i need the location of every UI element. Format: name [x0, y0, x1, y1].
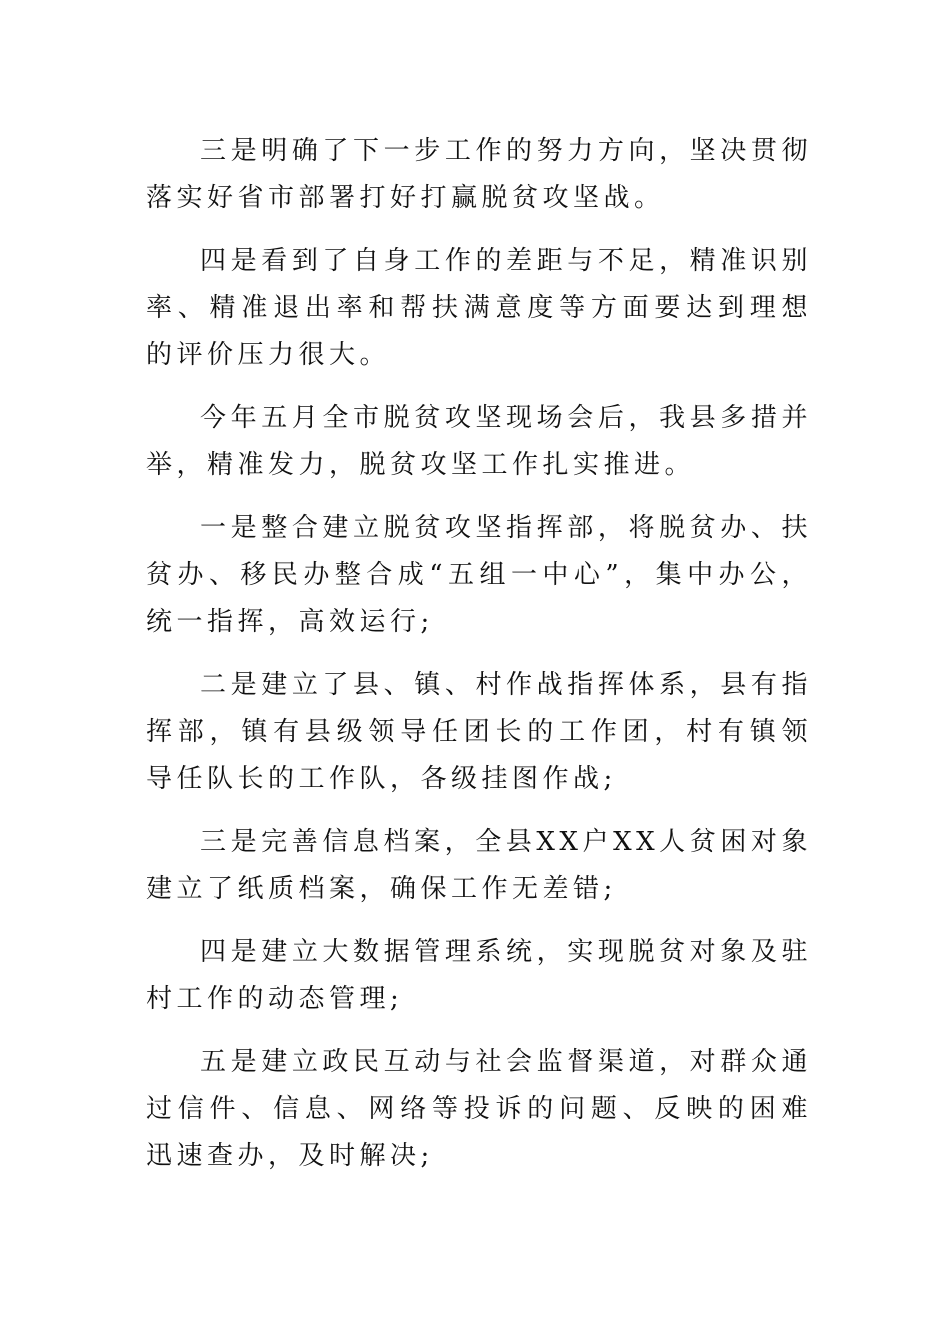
paragraph-8: 五是建立政民互动与社会监督渠道，对群众通过信件、信息、网络等投诉的问题、反映的困难迅速查办，及时解决; — [146, 1047, 812, 1171]
document-body — [146, 128, 812, 1196]
paragraph-6: 三是完善信息档案，全县XX户XX人贫困对象建立了纸质档案，确保工作无差错; — [146, 827, 812, 904]
paragraph-5: 二是建立了县、镇、村作战指挥体系，县有指挥部，镇有县级领导任团长的工作团，村有镇领导任队长的工作队，各级挂图作战; — [146, 670, 812, 794]
paragraph-1: 三是明确了下一步工作的努力方向，坚决贯彻落实好省市部署打好打赢脱贫攻坚战。 — [146, 136, 812, 213]
paragraph-3: 今年五月全市脱贫攻坚现场会后，我县多措并举，精准发力，脱贫攻坚工作扎实推进。 — [146, 403, 812, 480]
paragraph-4: 一是整合建立脱贫攻坚指挥部，将脱贫办、扶贫办、移民办整合成“五组一中心”，集中办公，统一指挥，高效运行; — [146, 513, 812, 637]
paragraph-2: 四是看到了自身工作的差距与不足，精准识别率、精准退出率和帮扶满意度等方面要达到理想的评价压力很大。 — [146, 246, 812, 370]
paragraph-7: 四是建立大数据管理系统，实现脱贫对象及驻村工作的动态管理; — [146, 937, 812, 1014]
